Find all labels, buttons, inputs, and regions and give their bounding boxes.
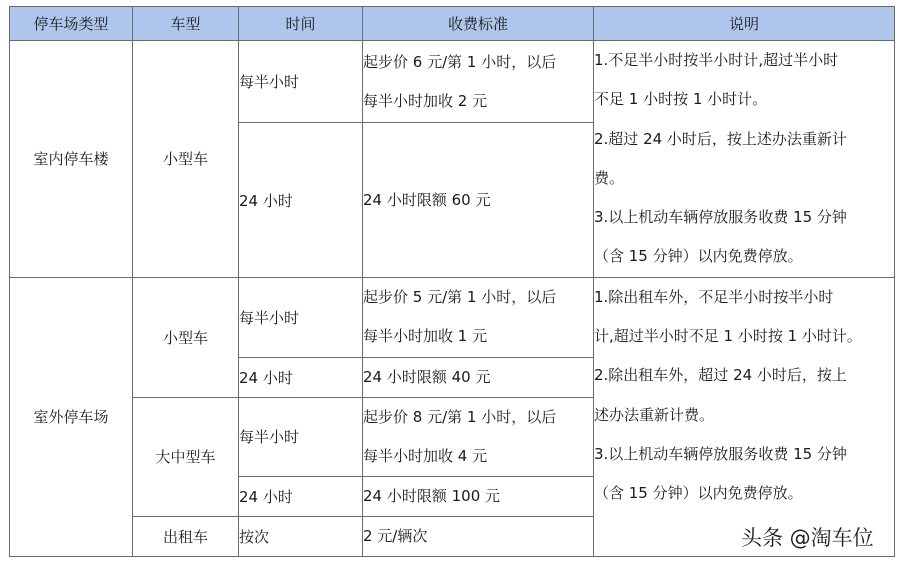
outdoor-taxi-time: 按次 (239, 516, 363, 556)
outdoor-vehicle-large: 大中型车 (133, 397, 239, 516)
header-fee-standard: 收费标准 (363, 7, 594, 41)
note-line: 1.除出租车外，不足半小时按半小时 (594, 287, 834, 306)
outdoor-large-fee-24h (363, 476, 594, 516)
fee-line: 起步价 5 元/第 1 小时，以后 (363, 288, 557, 307)
outdoor-vehicle-taxi: 出租车 (133, 516, 239, 556)
watermark: 头条 @淘车位 (741, 526, 874, 550)
indoor-time-24h: 24 小时 (239, 123, 363, 277)
indoor-lot-type: 室内停车楼 (10, 41, 133, 278)
header-row (10, 7, 895, 41)
indoor-time-half-hour: 每半小时 (239, 41, 363, 123)
outdoor-large-time-half-hour: 每半小时 (239, 397, 363, 476)
table-row (10, 277, 895, 357)
outdoor-taxi-fee: 2 元/辆次 (363, 516, 594, 556)
outdoor-small-fee-24h (363, 357, 594, 397)
outdoor-large-fee-half-hour (363, 397, 594, 476)
outdoor-small-time-24h: 24 小时 (239, 357, 363, 397)
indoor-notes (594, 41, 895, 278)
note-line: 2.超过 24 小时后，按上述办法重新计 (594, 129, 847, 148)
note-line: 2.除出租车外，超过 24 小时后，按上 (594, 366, 847, 385)
indoor-fee-24h (363, 123, 594, 277)
indoor-fee-half-hour (363, 41, 594, 123)
fee-line: 起步价 6 元/第 1 小时，以后 (363, 52, 557, 71)
header-notes: 说明 (594, 7, 895, 41)
header-lot-type: 停车场类型 (10, 7, 133, 41)
parking-fee-table (9, 6, 895, 557)
outdoor-notes (594, 277, 895, 556)
note-line: 费。 (594, 168, 625, 187)
outdoor-large-time-24h: 24 小时 (239, 476, 363, 516)
note-line: 3.以上机动车辆停放服务收费 15 分钟 (594, 444, 847, 463)
fee-line: 每半小时加收 2 元 (363, 91, 488, 110)
note-line: 不足 1 小时按 1 小时计。 (594, 90, 768, 109)
fee-line: 24 小时限额 100 元 (363, 486, 501, 505)
indoor-vehicle-small: 小型车 (133, 41, 239, 278)
outdoor-vehicle-small: 小型车 (133, 277, 239, 397)
fee-line: 每半小时加收 1 元 (363, 327, 488, 346)
fee-line: 24 小时限额 40 元 (363, 367, 491, 386)
outdoor-small-time-half-hour: 每半小时 (239, 277, 363, 357)
note-line: 述办法重新计费。 (594, 405, 715, 424)
outdoor-lot-type: 室外停车场 (10, 277, 133, 556)
fee-line: 起步价 8 元/第 1 小时，以后 (363, 407, 557, 426)
table-row (10, 41, 895, 123)
header-time: 时间 (239, 7, 363, 41)
note-line: 3.以上机动车辆停放服务收费 15 分钟 (594, 208, 847, 227)
note-line: （含 15 分钟）以内免费停放。 (594, 484, 803, 503)
note-line: 计,超过半小时不足 1 小时按 1 小时计。 (594, 327, 862, 346)
header-vehicle-type: 车型 (133, 7, 239, 41)
outdoor-small-fee-half-hour (363, 277, 594, 357)
fee-line: 24 小时限额 60 元 (363, 190, 491, 209)
fee-line: 每半小时加收 4 元 (363, 446, 488, 465)
note-line: 1.不足半小时按半小时计,超过半小时 (594, 51, 839, 69)
note-line: （含 15 分钟）以内免费停放。 (594, 247, 803, 266)
